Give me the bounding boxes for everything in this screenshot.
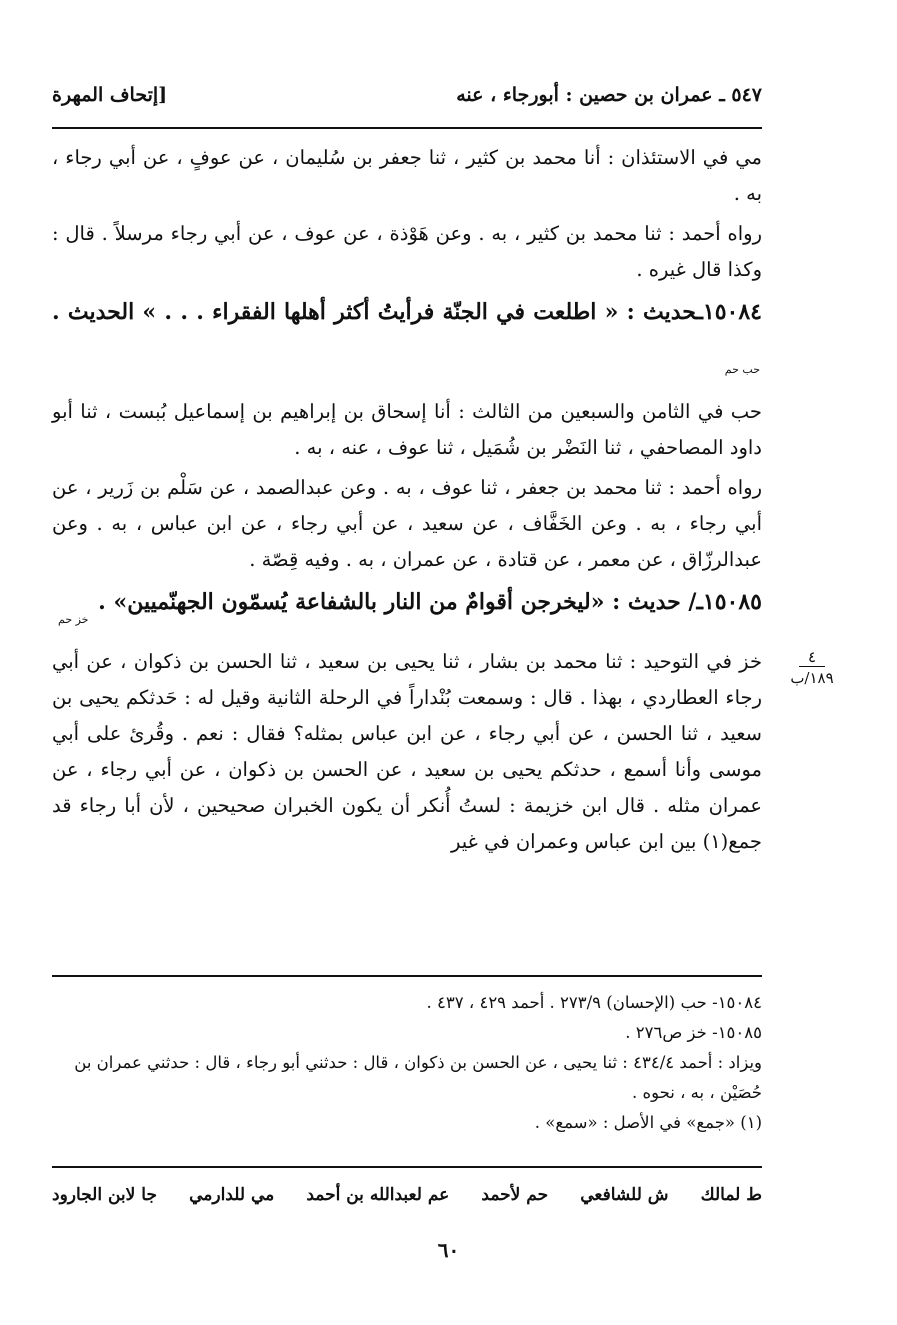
header-rule bbox=[52, 127, 762, 129]
hadith-heading-15084 bbox=[52, 292, 762, 390]
hadith-number: ١٥٠٨٥ bbox=[702, 589, 762, 615]
hadith-heading-text: ـ/ حديث : «ليخرجن أقوامٌ من النار بالشفاعة يُسمّون الجهنّميين» . bbox=[98, 589, 703, 615]
abbreviations-rule bbox=[52, 1166, 762, 1168]
margin-manuscript-ref bbox=[782, 648, 842, 687]
hadith-sigla: حب حم bbox=[724, 363, 760, 376]
abbrev-item: عم لعبدالله بن أحمد bbox=[306, 1185, 450, 1205]
paragraph-4: رواه أحمد : ثنا محمد بن جعفر ، ثنا عوف ، به . وعن عبدالصمد ، عن سَلْم بن زَرير ، عن أبي رجاء ، به . وعن الخَفَّاف ، عن سعيد ، عن أبي رجاء ، عن ابن عباس ، به . وعن عبدالرزّاق ، عن معمر ، عن قتادة ، عن عمران ، به . وفيه قِصّة . bbox=[52, 476, 762, 571]
running-header bbox=[52, 78, 762, 112]
footnote-2: ١٥٠٨٥- خز ص٢٧٦ . bbox=[625, 1023, 762, 1042]
main-text bbox=[52, 140, 762, 864]
abbrev-item: حم لأحمد bbox=[481, 1185, 549, 1205]
footnote-rule bbox=[52, 975, 762, 977]
header-chapter-title: ٥٤٧ ـ عمران بن حصين : أبورجاء ، عنه bbox=[456, 84, 762, 106]
paragraph-3: حب في الثامن والسبعين من الثالث : أنا إسحاق بن إبراهيم بن إسماعيل بُبست ، ثنا أبو داود المصاحفي ، ثنا النَضْر بن شُمَيل ، ثنا عوف ، عنه ، به . bbox=[52, 400, 762, 459]
abbreviations-key bbox=[52, 1180, 762, 1210]
page-number: ٦٠ bbox=[437, 1238, 460, 1262]
margin-folio-ref: ١٨٩/ب bbox=[790, 669, 834, 687]
footnotes bbox=[52, 988, 762, 1138]
abbrev-item: مي للدارمي bbox=[189, 1185, 275, 1205]
abbrev-item: ش للشافعي bbox=[580, 1185, 669, 1205]
hadith-heading-text: ـحديث : « اطلعت في الجنّة فرأيتُ أكثر أهلها الفقراء . . . » الحديث . bbox=[52, 299, 703, 325]
paragraph-5: خز في التوحيد : ثنا محمد بن بشار ، ثنا يحيى بن سعيد ، ثنا الحسن بن ذكوان ، عن أبي رجاء العطاردي ، بهذا . قال : وسمعت بُنْداراً في الرحلة الثانية وقيل له : حَدثكم يحيى بن سعيد ، ثنا الحسن ، عن أبي رجاء ، عن ابن عباس بمثله؟ فقال : نعم . وقُرئ على أبي موسى وأنا أسمع ، حدثكم يحيى بن سعيد ، عن الحسن بن ذكوان ، عن أبي رجاء ، عن عمران مثله . قال ابن خزيمة : لستُ أُنكر أن يكون الخبران صحيحين ، لأن أبا رجاء قد جمع(١) بين ابن عباس وعمران في غير bbox=[52, 650, 762, 853]
margin-volume-number: ٤ bbox=[799, 648, 825, 667]
footnote-3: ويزاد : أحمد ٤٣٤/٤ : ثنا يحيى ، عن الحسن بن ذكوان ، قال : حدثني أبو رجاء ، قال : حدثني عمران بن حُصَيْن ، به ، نحوه . bbox=[74, 1053, 762, 1102]
header-book-title: [إتحاف المهرة bbox=[52, 84, 168, 106]
hadith-heading-15085 bbox=[52, 582, 762, 640]
footnote-1: ١٥٠٨٤- حب (الإحسان) ٢٧٣/٩ . أحمد ٤٢٩ ، ٤٣٧ . bbox=[426, 993, 762, 1012]
paragraph-1: مي في الاستئذان : أنا محمد بن كثير ، ثنا جعفر بن سُليمان ، عن عوفٍ ، عن أبي رجاء ، به . bbox=[52, 146, 762, 205]
paragraph-2: رواه أحمد : ثنا محمد بن كثير ، به . وعن هَوْذة ، عن عوف ، عن أبي رجاء مرسلاً . قال : وكذا قال غيره . bbox=[52, 222, 762, 281]
abbrev-item: ط لمالك bbox=[700, 1185, 762, 1205]
hadith-sigla: خز حم bbox=[58, 613, 89, 626]
hadith-number: ١٥٠٨٤ bbox=[702, 299, 762, 325]
abbrev-item: جا لابن الجارود bbox=[52, 1185, 157, 1205]
footnote-4: (١) «جمع» في الأصل : «سمع» . bbox=[534, 1113, 762, 1132]
